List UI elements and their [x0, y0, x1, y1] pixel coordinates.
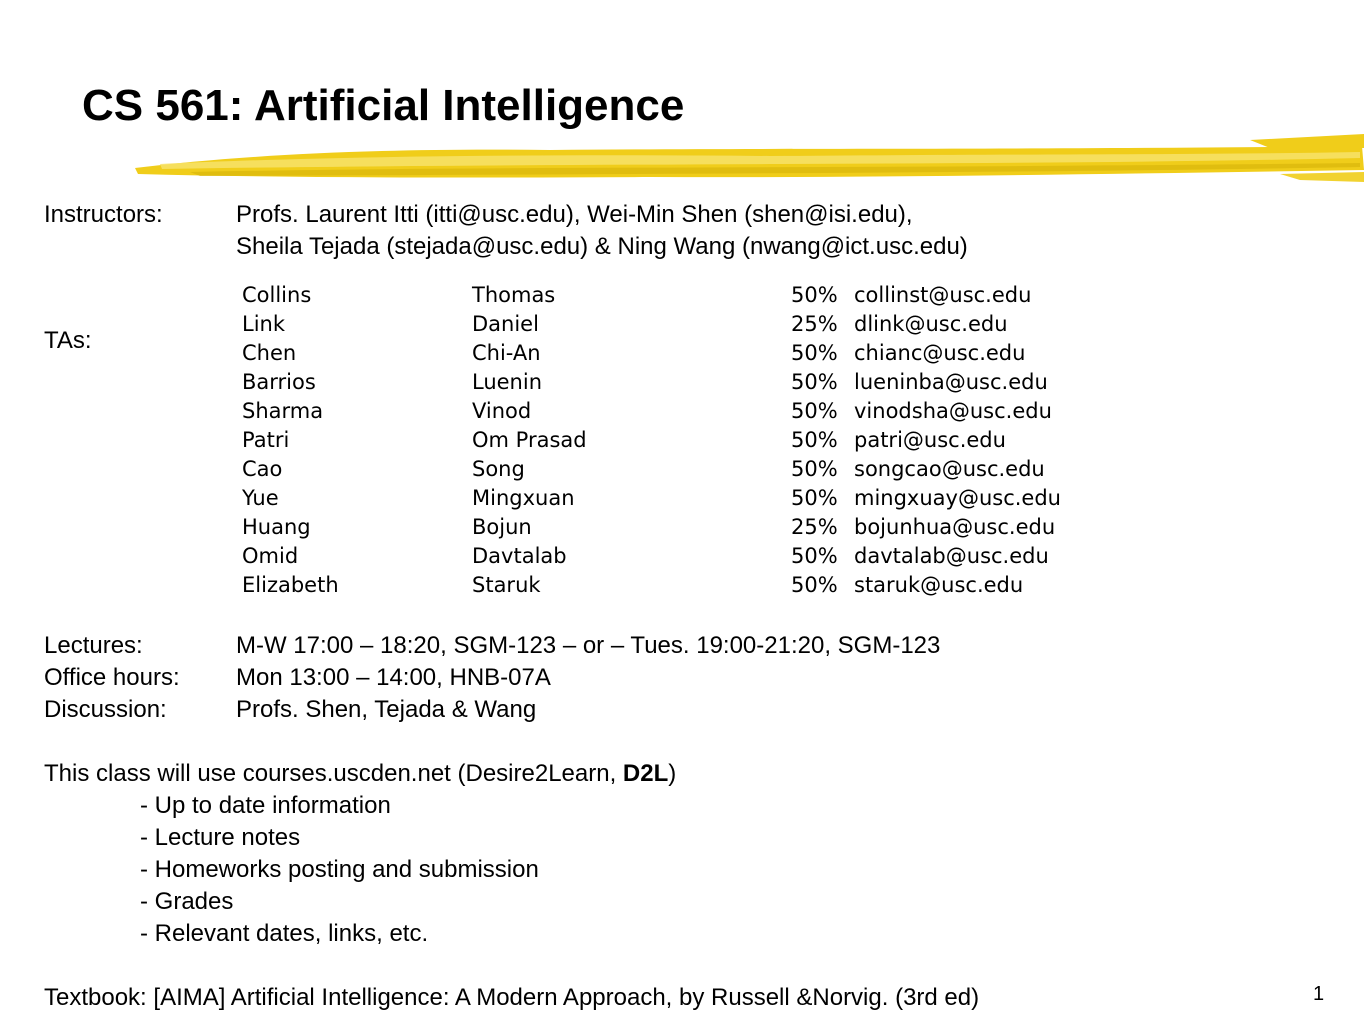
ta-percent: 50%	[791, 486, 838, 510]
ta-email: mingxuay@usc.edu	[854, 486, 1061, 510]
ta-first-name: Mingxuan	[472, 486, 575, 510]
ta-email: dlink@usc.edu	[854, 312, 1008, 336]
ta-last-name: Huang	[242, 515, 311, 539]
ta-last-name: Yue	[242, 486, 279, 510]
discussion-value: Profs. Shen, Tejada & Wang	[236, 696, 537, 723]
ta-first-name: Davtalab	[472, 544, 567, 568]
ta-email: patri@usc.edu	[854, 428, 1006, 452]
ta-percent: 50%	[791, 341, 838, 365]
ta-first-name: Song	[472, 457, 525, 481]
ta-first-name: Vinod	[472, 399, 532, 423]
d2l-intro	[44, 758, 676, 790]
slide-title: CS 561: Artificial Intelligence	[82, 81, 685, 130]
ta-last-name: Patri	[242, 428, 290, 452]
ta-email: vinodsha@usc.edu	[854, 399, 1052, 423]
ta-percent: 25%	[791, 312, 838, 336]
ta-first-name: Om Prasad	[472, 428, 587, 452]
ta-percent: 50%	[791, 544, 838, 568]
ta-percent: 50%	[791, 370, 838, 394]
ta-email: collinst@usc.edu	[854, 283, 1032, 307]
ta-percent: 50%	[791, 399, 838, 423]
ta-last-name: Collins	[242, 283, 312, 307]
ta-first-name: Thomas	[472, 283, 556, 307]
office-hours-label: Office hours:	[44, 664, 180, 691]
d2l-list	[140, 790, 539, 950]
ta-last-name: Omid	[242, 544, 299, 568]
ta-last-name: Elizabeth	[242, 573, 339, 597]
ta-last-name: Cao	[242, 457, 283, 481]
tas-label: TAs:	[44, 327, 92, 354]
ta-first-name: Staruk	[472, 573, 541, 597]
instructors-label: Instructors:	[44, 201, 163, 228]
d2l-bold: D2L	[622, 760, 669, 787]
page-number: 1	[1313, 983, 1325, 1005]
ta-percent: 50%	[791, 428, 838, 452]
ta-email: chianc@usc.edu	[854, 341, 1026, 365]
ta-last-name: Sharma	[242, 399, 324, 423]
office-hours-value: Mon 13:00 – 14:00, HNB-07A	[236, 664, 551, 691]
ta-first-name: Luenin	[472, 370, 543, 394]
list-item: - Homeworks posting and submission	[140, 856, 539, 883]
d2l-close: )	[668, 760, 677, 787]
list-item: - Up to date information	[140, 792, 391, 819]
lectures-value: M-W 17:00 – 18:20, SGM-123 – or – Tues. 19:00-21:20, SGM-123	[236, 632, 941, 659]
ta-percent: 50%	[791, 457, 838, 481]
list-item: - Relevant dates, links, etc.	[140, 920, 429, 947]
instructors-line-1: Profs. Laurent Itti (itti@usc.edu), Wei-Min Shen (shen@isi.edu),	[236, 201, 913, 228]
ta-percent: 50%	[791, 573, 838, 597]
ta-percent: 50%	[791, 283, 838, 307]
ta-last-name: Link	[242, 312, 286, 336]
instructors-line-2: Sheila Tejada (stejada@usc.edu) & Ning Wang (nwang@ict.usc.edu)	[236, 233, 968, 260]
discussion-label: Discussion:	[44, 696, 167, 723]
ta-email: bojunhua@usc.edu	[854, 515, 1056, 539]
title-underline-brushstroke	[130, 128, 1365, 198]
lectures-label: Lectures:	[44, 632, 143, 659]
ta-last-name: Barrios	[242, 370, 316, 394]
list-item: - Grades	[140, 888, 234, 915]
list-item: - Lecture notes	[140, 824, 301, 851]
ta-email: davtalab@usc.edu	[854, 544, 1049, 568]
ta-last-name: Chen	[242, 341, 297, 365]
ta-first-name: Bojun	[472, 515, 532, 539]
ta-email: lueninba@usc.edu	[854, 370, 1048, 394]
ta-first-name: Chi-An	[472, 341, 541, 365]
ta-email: staruk@usc.edu	[854, 573, 1024, 597]
d2l-intro-text: This class will use courses.uscden.net (Desire2Learn,	[44, 760, 623, 787]
ta-percent: 25%	[791, 515, 838, 539]
textbook: Textbook: [AIMA] Artificial Intelligence: A Modern Approach, by Russell &Norvig. (3rd ed)	[44, 984, 980, 1011]
ta-first-name: Daniel	[472, 312, 539, 336]
ta-email: songcao@usc.edu	[854, 457, 1045, 481]
